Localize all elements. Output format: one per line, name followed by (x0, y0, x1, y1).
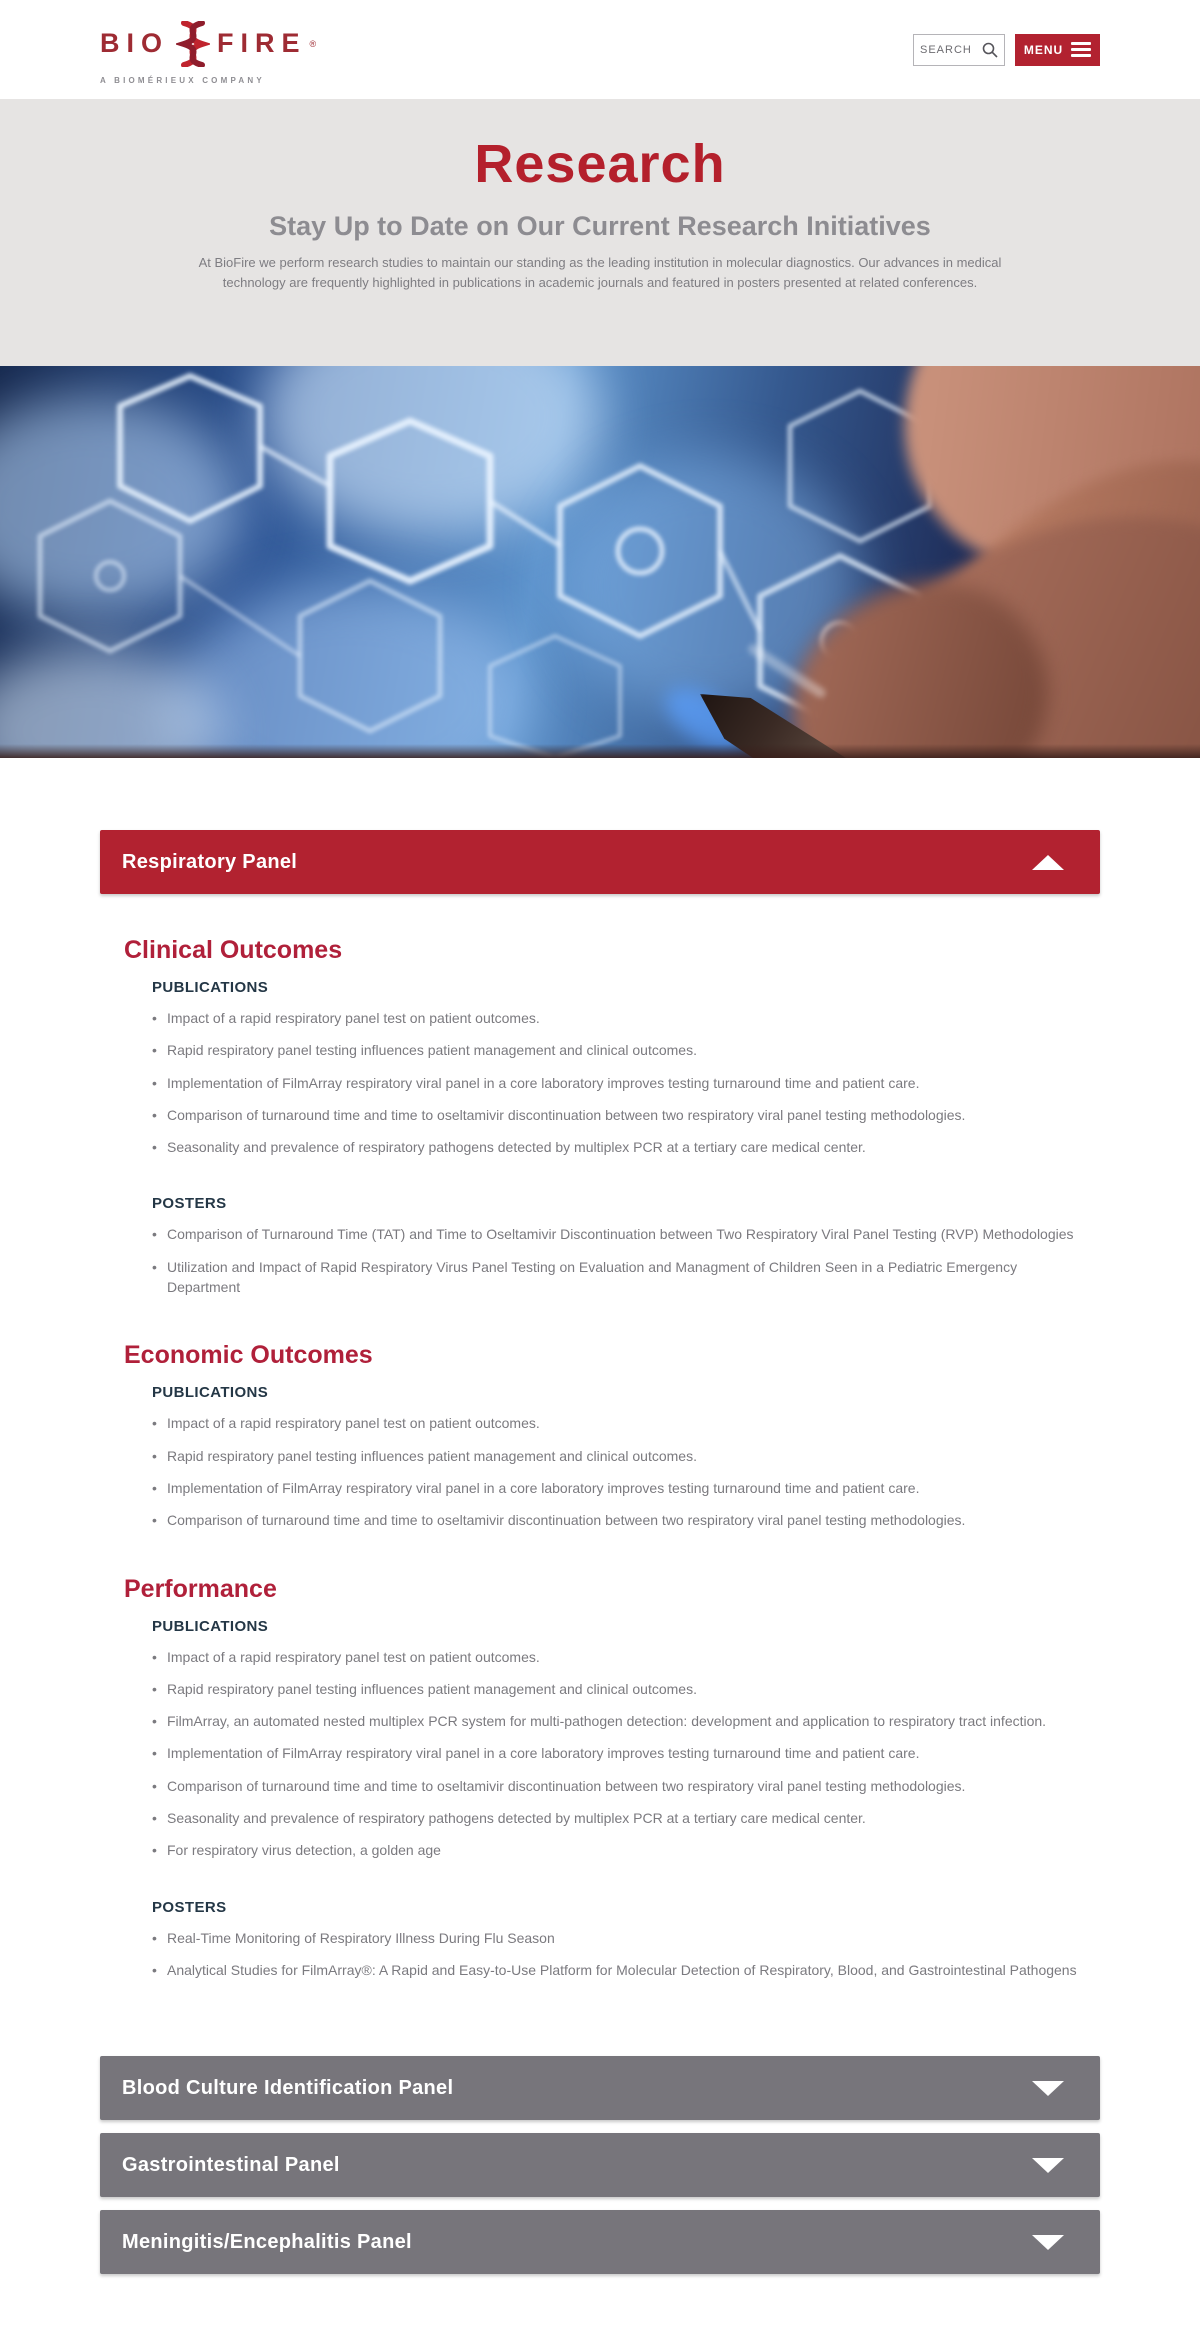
publication-item: • Rapid respiratory panel testing influences patient management and clinical outcomes. (152, 1679, 1082, 1699)
triangle-down-icon (1032, 2235, 1064, 2250)
publication-item: • Real-Time Monitoring of Respiratory Illness During Flu Season (152, 1928, 1082, 1948)
publication-group (124, 1618, 1100, 1861)
group-heading: POSTERS (152, 1195, 227, 1213)
page-bottom-space (0, 2287, 1200, 2345)
site-header (0, 0, 1200, 99)
publication-item: • Rapid respiratory panel testing influences patient management and clinical outcomes. (152, 1446, 1082, 1466)
publication-item: • Implementation of FilmArray respiratory viral panel in a core laboratory improves testing turnaround time and patient care. (152, 1073, 1082, 1093)
collapsed-panels (100, 2056, 1100, 2274)
panel-section (124, 936, 1100, 1297)
respiratory-panel-body (100, 894, 1100, 2056)
section-title: Performance (124, 1574, 277, 1603)
publication-item: • Seasonality and prevalence of respiratory pathogens detected by multiplex PCR at a tertiary care medical center. (152, 1808, 1082, 1828)
publication-item: • Impact of a rapid respiratory panel test on patient outcomes. (152, 1008, 1082, 1028)
page-title: Research (474, 134, 726, 194)
accordion-bar-meningitis-encephalitis-panel[interactable] (100, 2210, 1100, 2274)
publication-list (152, 1008, 1100, 1157)
triangle-down-icon (1032, 2158, 1064, 2173)
menu-button-label: MENU (1023, 42, 1064, 57)
group-heading: PUBLICATIONS (152, 979, 269, 996)
publication-group (124, 979, 1100, 1157)
group-heading: POSTERS (152, 1898, 227, 1916)
publication-item: • Utilization and Impact of Rapid Respiratory Virus Panel Testing on Evaluation and Managment of Children Seen in a Pediatric Emergency Department (152, 1257, 1082, 1298)
publication-item: • Implementation of FilmArray respiratory viral panel in a core laboratory improves testing turnaround time and patient care. (152, 1743, 1082, 1763)
magnifier-icon[interactable] (982, 42, 998, 58)
search-input[interactable] (920, 44, 976, 56)
logo-tagline: A BIOMÉRIEUX COMPANY (100, 75, 265, 85)
publication-item: • Comparison of turnaround time and time to oseltamivir discontinuation between two respiratory viral panel testing methodologies. (152, 1105, 1082, 1125)
accordion-bar-label: Blood Culture Identification Panel (122, 2076, 454, 2099)
publication-list (152, 1413, 1100, 1530)
publication-item: • Implementation of FilmArray respiratory viral panel in a core laboratory improves testing turnaround time and patient care. (152, 1478, 1082, 1498)
publication-list (152, 1928, 1100, 1981)
group-heading: PUBLICATIONS (152, 1384, 269, 1402)
publication-group (124, 1899, 1100, 1981)
publication-item: • FilmArray, an automated nested multiplex PCR system for multi-pathogen detection: development and application to respiratory tract infection. (152, 1711, 1082, 1731)
page-description: At BioFire we perform research studies to maintain our standing as the leading institution in molecular diagnostics. Our advances in medical technology are frequently highlighted in publications in academic journals and featured in posters presented at related conferences. (198, 255, 1002, 291)
panel-section (124, 1341, 1100, 1530)
triangle-up-icon (1032, 855, 1064, 870)
publication-item: • For respiratory virus detection, a golden age (152, 1840, 1082, 1860)
page-subtitle: Stay Up to Date on Our Current Research Initiatives (269, 211, 931, 241)
publication-item: • Comparison of turnaround time and time to oseltamivir discontinuation between two respiratory viral panel testing methodologies. (152, 1510, 1082, 1530)
publication-item: • Comparison of Turnaround Time (TAT) and Time to Oseltamivir Discontinuation between Two Respiratory Viral Panel Testing (RVP) Methodologies (152, 1224, 1082, 1244)
publication-item: • Impact of a rapid respiratory panel test on patient outcomes. (152, 1647, 1082, 1667)
accordion-bar-blood-culture-identification-panel[interactable] (100, 2056, 1100, 2120)
publication-list (152, 1647, 1100, 1861)
research-accordion (100, 758, 1100, 2274)
section-title: Economic Outcomes (124, 1341, 373, 1370)
triangle-down-icon (1032, 2081, 1064, 2096)
panel-section (124, 1575, 1100, 1981)
hero-photo (0, 366, 1200, 758)
accordion-bar-gastrointestinal-panel[interactable] (100, 2133, 1100, 2197)
accordion-bar-label: Respiratory Panel (122, 850, 298, 873)
publication-group (124, 1195, 1100, 1297)
publication-list (152, 1224, 1100, 1297)
section-title: Clinical Outcomes (124, 936, 343, 964)
logo-word-fire: FIRE (217, 28, 307, 58)
hamburger-icon (1071, 42, 1091, 57)
publication-item: • Rapid respiratory panel testing influences patient management and clinical outcomes. (152, 1040, 1082, 1060)
publication-group (124, 1384, 1100, 1530)
logo-word-bio: BIO (100, 28, 170, 58)
menu-button[interactable] (1015, 34, 1100, 66)
accordion-bar-label: Meningitis/Encephalitis Panel (122, 2230, 412, 2253)
publication-item: • Analytical Studies for FilmArray®: A Rapid and Easy-to-Use Platform for Molecular Detection of Respiratory, Blood, and Gastrointestinal Pathogens (152, 1960, 1082, 1980)
accordion-bar-respiratory-panel[interactable] (100, 830, 1100, 894)
publication-item: • Impact of a rapid respiratory panel test on patient outcomes. (152, 1413, 1082, 1433)
publication-item: • Seasonality and prevalence of respiratory pathogens detected by multiplex PCR at a tertiary care medical center. (152, 1137, 1082, 1157)
hero-band (0, 99, 1200, 366)
logo-registered-mark: ® (309, 38, 317, 49)
search-box[interactable] (913, 34, 1005, 66)
group-heading: PUBLICATIONS (152, 1617, 269, 1635)
dna-helix-icon (176, 21, 210, 67)
publication-item: • Comparison of turnaround time and time to oseltamivir discontinuation between two respiratory viral panel testing methodologies. (152, 1776, 1082, 1796)
biofire-logo[interactable] (100, 15, 316, 85)
accordion-bar-label: Gastrointestinal Panel (122, 2153, 340, 2176)
